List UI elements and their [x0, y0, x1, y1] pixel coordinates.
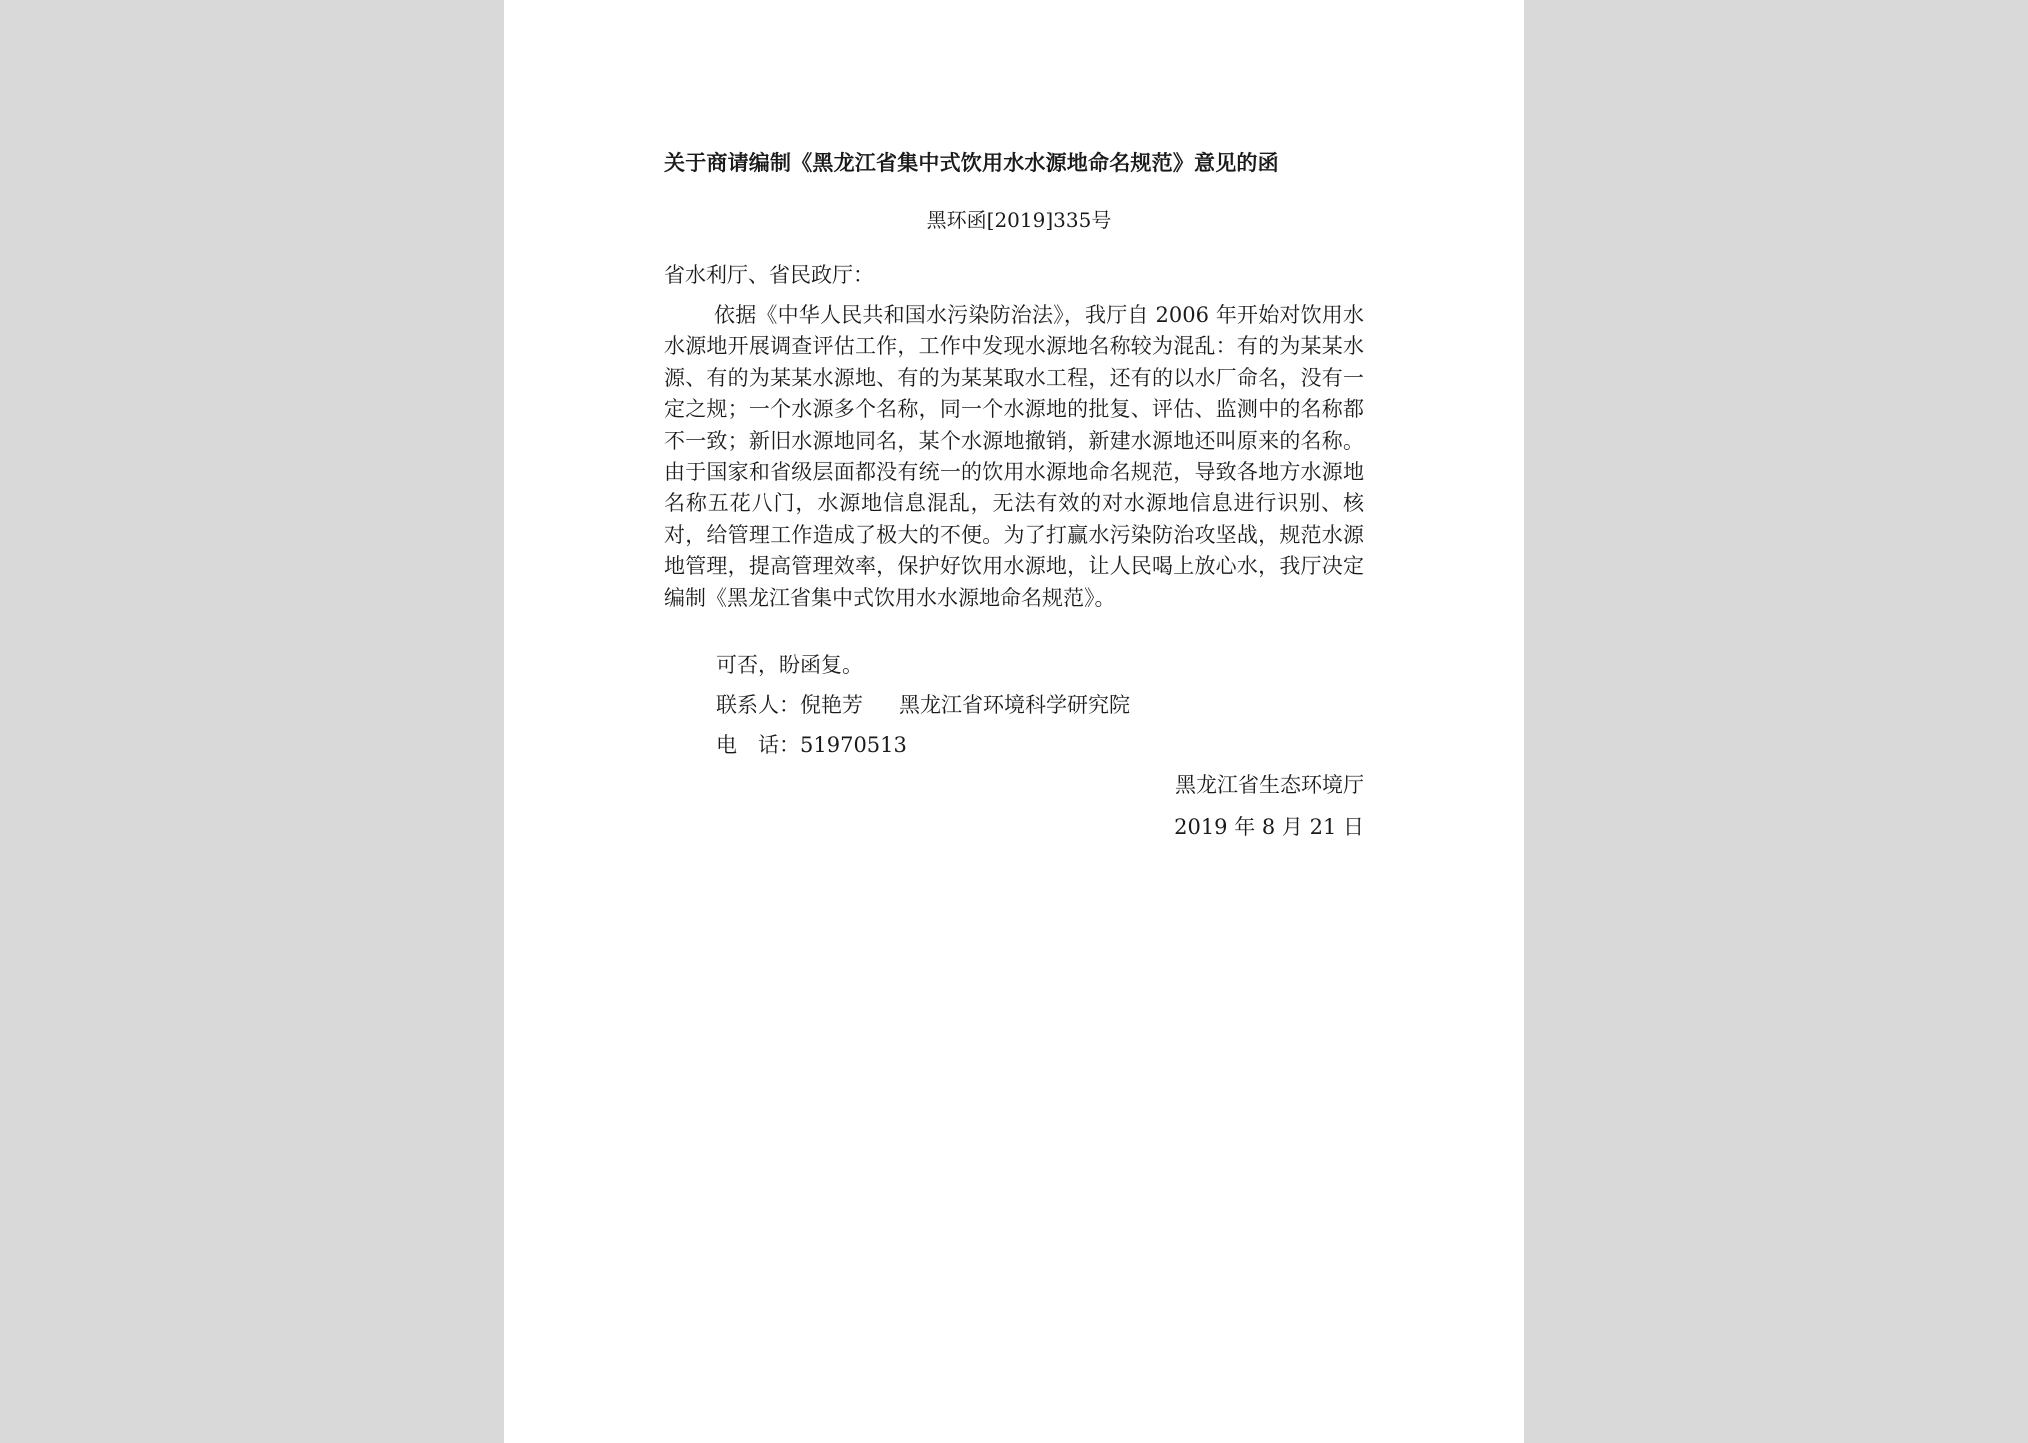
- document-page: [504, 0, 1524, 1443]
- signature-org: 黑龙江省生态环境厅: [1175, 773, 1364, 797]
- contact-line: [716, 690, 1130, 720]
- signature-date: 2019 年 8 月 21 日: [1174, 815, 1364, 839]
- contact-org: 黑龙江省环境科学研究院: [899, 693, 1130, 717]
- phone-number: 51970513: [800, 733, 907, 757]
- document-title: 关于商请编制《黑龙江省集中式饮用水水源地命名规范》意见的函: [664, 151, 1279, 175]
- body-paragraph: 依据《中华人民共和国水污染防治法》，我厅自 2006 年开始对饮用水水源地开展调查评估工作，工作中发现水源地名称较为混乱：有的为某某水源、有的为某某水源地、有的为某某取水工程，还有的以水厂命名，没有一定之规；一个水源多个名称，同一个水源地的批复、评估、监测中的名称都不一致；新旧水源地同名，某个水源地撤销，新建水源地还叫原来的名称。由于国家和省级层面都没有统一的饮用水源地命名规范，导致各地方水源地名称五花八门，水源地信息混乱，无法有效的对水源地信息进行识别、核对，给管理工作造成了极大的不便。为了打赢水污染防治攻坚战，规范水源地管理，提高管理效率，保护好饮用水源地，让人民喝上放心水，我厅决定编制《黑龙江省集中式饮用水水源地命名规范》。: [664, 303, 1364, 610]
- contact-name: 倪艳芳: [800, 693, 863, 717]
- phone-label: 电 话：: [716, 733, 800, 757]
- recipient-line: 省水利厅、省民政厅：: [664, 263, 874, 287]
- contact-label: 联系人：: [716, 693, 800, 717]
- request-line: 可否，盼函复。: [716, 653, 863, 677]
- document-number: 黑环函[2019]335号: [926, 208, 1112, 232]
- phone-line: [716, 730, 907, 760]
